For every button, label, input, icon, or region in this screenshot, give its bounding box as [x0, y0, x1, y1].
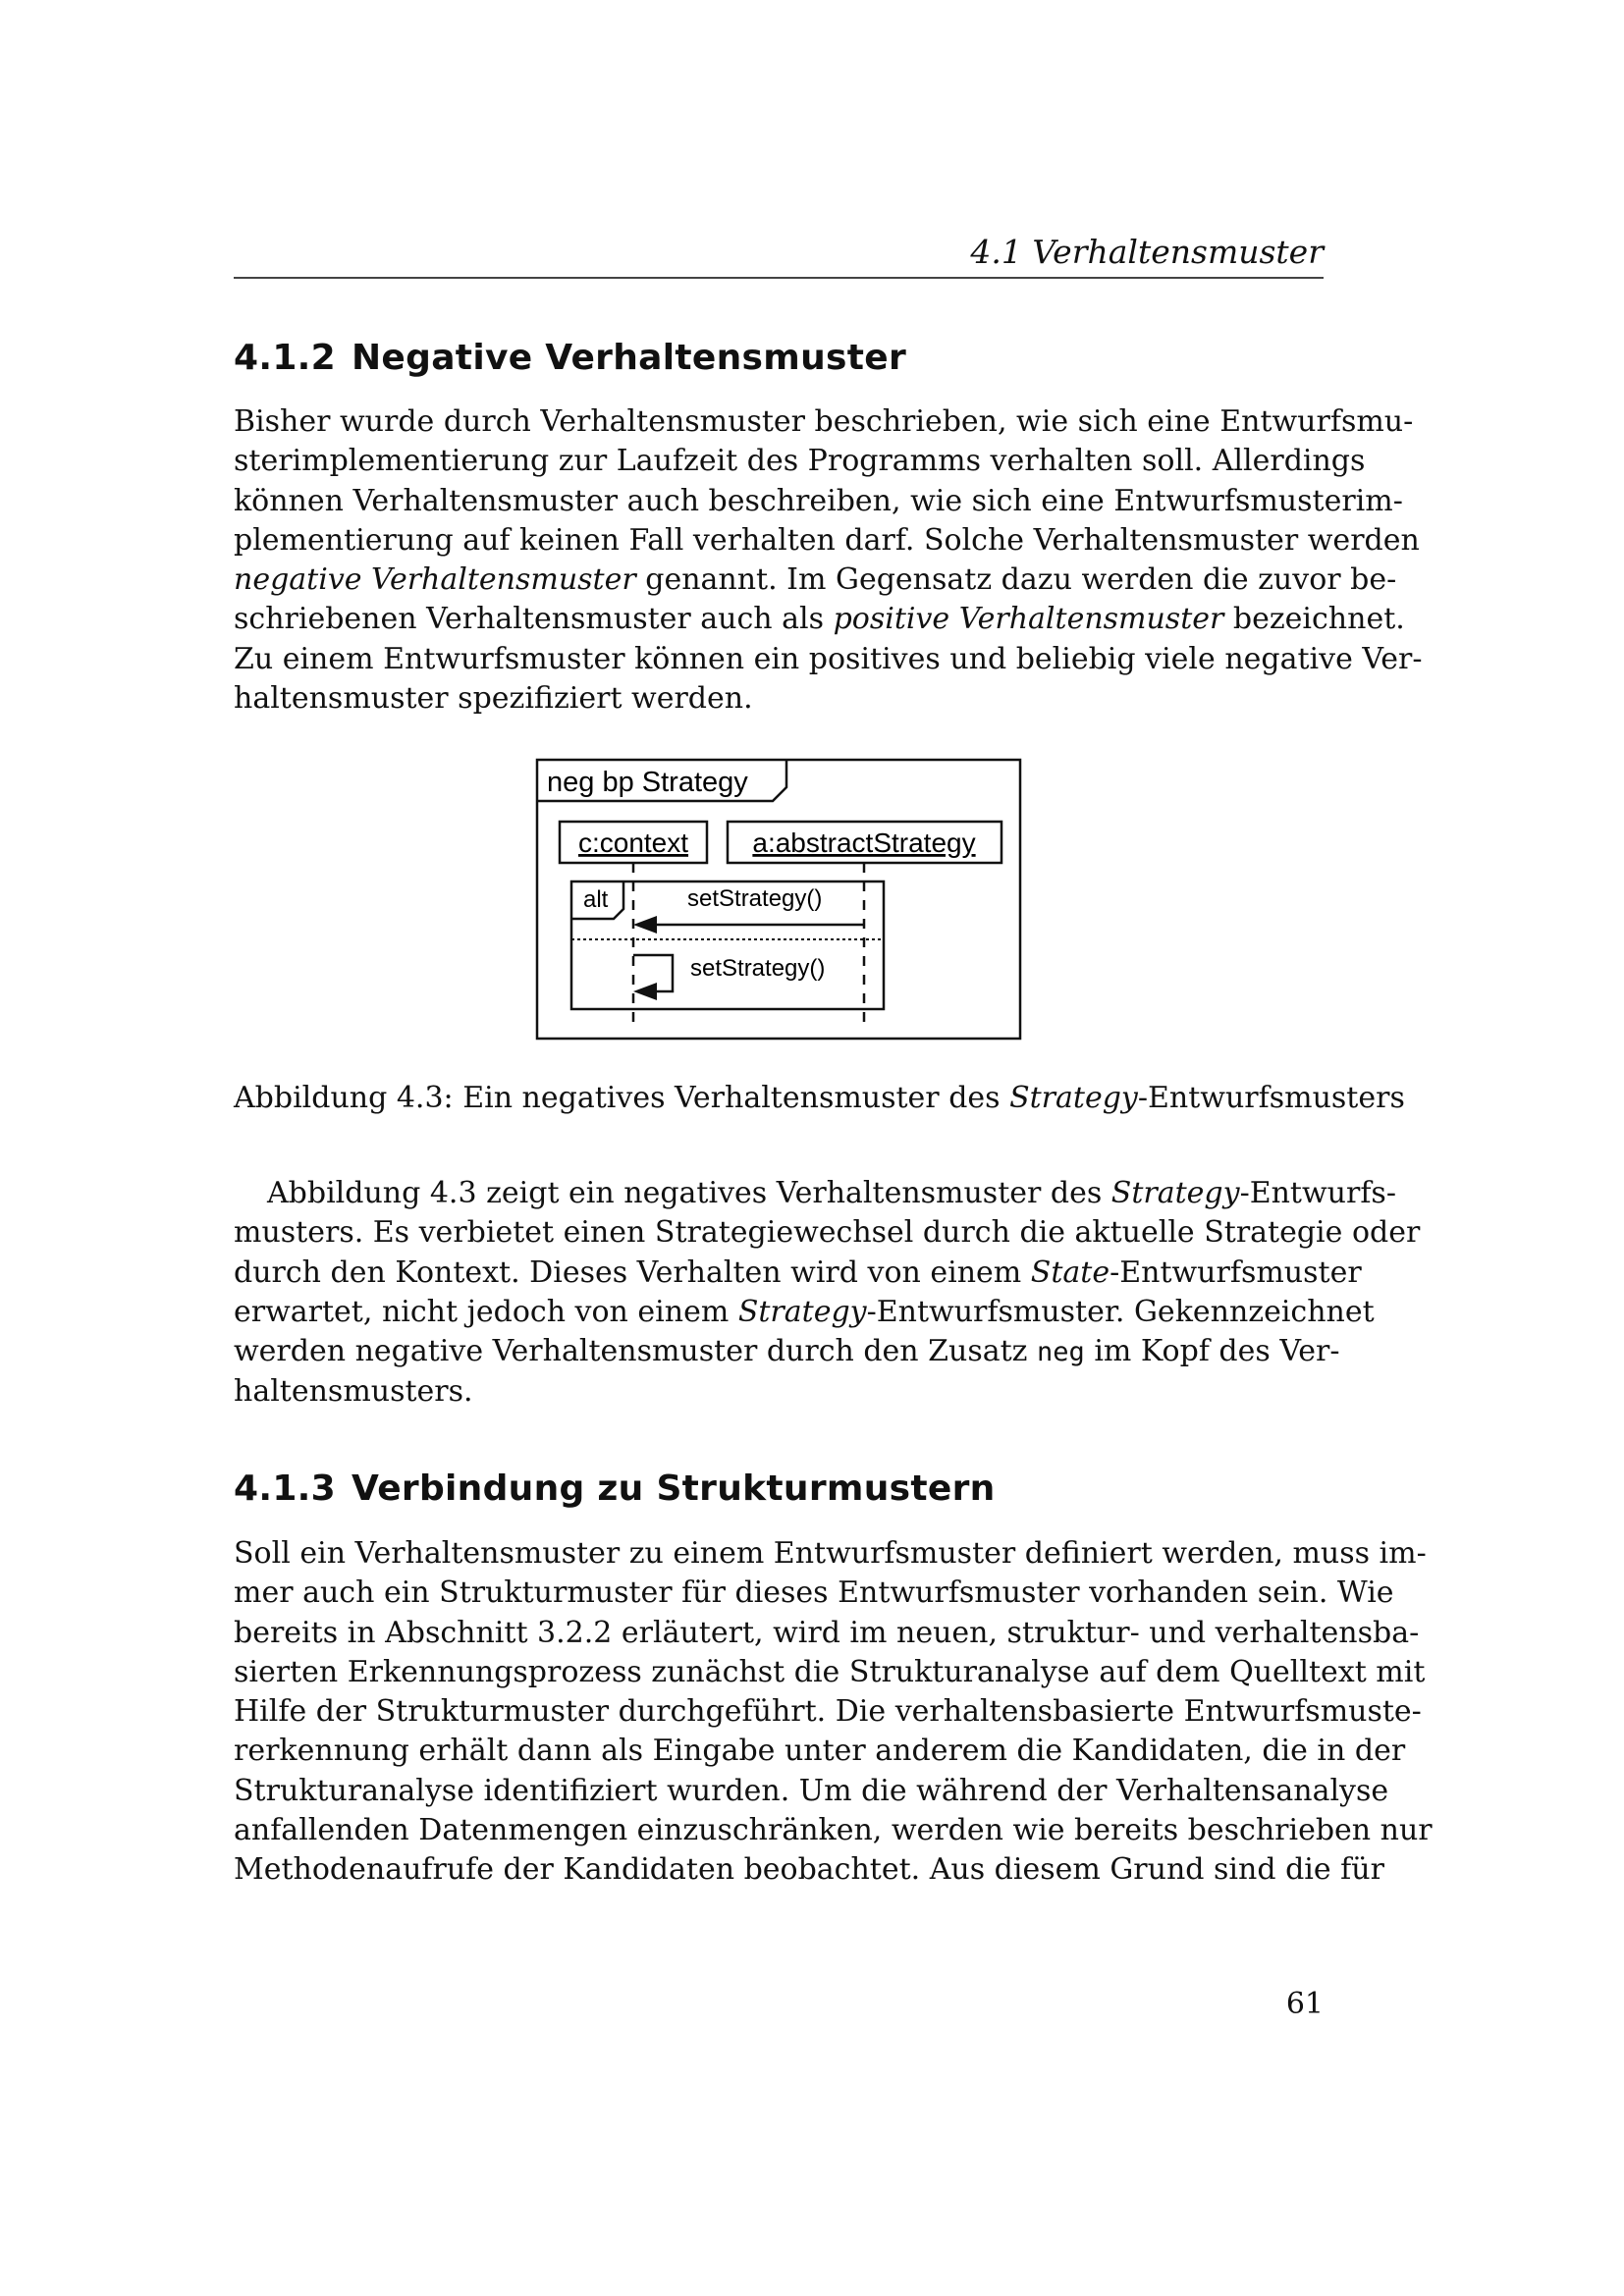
sequence-diagram: [535, 758, 1022, 1042]
keyword-neg: neg: [1037, 1337, 1085, 1368]
text-line: musters. Es verbietet einen Strategiewechsel durch die aktuelle Strategie oder: [234, 1215, 1421, 1251]
section-heading-4-1-3: [234, 1468, 996, 1509]
text-line: haltensmusters.: [234, 1374, 473, 1410]
paragraph-structure-connection: [234, 1534, 1433, 1891]
section-number: 4.1.2: [234, 338, 336, 378]
lifeline-label-strategy: a:abstractStrategy: [752, 828, 976, 858]
message-label-1: setStrategy(): [687, 885, 823, 912]
page-number: 61: [1285, 1987, 1324, 2021]
text-line: negative Verhaltensmuster genannt. Im Gegensatz dazu werden die zuvor be-: [234, 562, 1397, 598]
frame-label: neg bp Strategy: [547, 767, 748, 798]
running-title: 4.1 Verhaltensmuster: [970, 233, 1324, 271]
message-arrowhead-1: [633, 916, 657, 934]
message-label-2: setStrategy(): [690, 955, 826, 982]
sequence-diagram-figure: [535, 758, 1022, 1042]
text-line: plementierung auf keinen Fall verhalten darf. Solche Verhaltensmuster werden: [234, 522, 1420, 558]
text-line: bereits in Abschnitt 3.2.2 erläutert, wird im neuen, struktur- und verhaltensba-: [234, 1615, 1420, 1650]
text-line: sterimplementierung zur Laufzeit des Programms verhalten soll. Allerdings: [234, 444, 1366, 479]
text-line: können Verhaltensmuster auch beschreiben, wie sich eine Entwurfsmusterim-: [234, 483, 1403, 518]
section-title: Verbindung zu Strukturmustern: [352, 1468, 996, 1509]
paragraph-negative-patterns: [234, 402, 1423, 719]
section-heading-4-1-2: [234, 338, 906, 378]
text-line: Strukturanalyse identifiziert wurden. Um die während der Verhaltensanalyse: [234, 1773, 1389, 1808]
text-line: erwartet, nicht jedoch von einem Strategy-Entwurfsmuster. Gekennzeichnet: [234, 1294, 1375, 1329]
text-line: rerkennung erhält dann als Eingabe unter anderem die Kandidaten, die in der: [234, 1734, 1406, 1769]
text-line: Bisher wurde durch Verhaltensmuster beschrieben, wie sich eine Entwurfsmu-: [234, 404, 1414, 439]
text-line: Zu einem Entwurfsmuster können ein positives und beliebig viele negative Ver-: [234, 641, 1423, 676]
caption-emphasis: Strategy: [1009, 1081, 1138, 1115]
text-line: Soll ein Verhaltensmuster zu einem Entwurfsmuster definiert werden, muss im-: [234, 1536, 1427, 1571]
text-line: Abbildung 4.3 zeigt ein negatives Verhaltensmuster des Strategy-Entwurfs-: [267, 1176, 1396, 1210]
text-line: mer auch ein Strukturmuster für dieses Entwurfsmuster vorhanden sein. Wie: [234, 1575, 1394, 1611]
running-header: [234, 228, 1324, 279]
text-line: Hilfe der Strukturmuster durchgeführt. Die verhaltensbasierte Entwurfsmuste-: [234, 1694, 1422, 1730]
emphasis-term: negative Verhaltensmuster: [234, 562, 636, 598]
alt-label: alt: [583, 886, 609, 913]
text-line: haltensmuster spezifiziert werden.: [234, 681, 753, 717]
section-number: 4.1.3: [234, 1468, 336, 1509]
paragraph-figure-description: [234, 1174, 1421, 1413]
lifeline-label-context: c:context: [577, 828, 689, 858]
text-line: sierten Erkennungsprozess zunächst die Strukturanalyse auf dem Quelltext mit: [234, 1654, 1426, 1689]
text-line: anfallenden Datenmengen einzuschränken, werden wie bereits beschrieben nur: [234, 1813, 1433, 1848]
self-message-arrowhead: [633, 983, 657, 1000]
section-title: Negative Verhaltensmuster: [352, 338, 907, 378]
text-line: Methodenaufrufe der Kandidaten beobachtet. Aus diesem Grund sind die für: [234, 1852, 1384, 1888]
text-line: werden negative Verhaltensmuster durch den Zusatz neg im Kopf des Ver-: [234, 1334, 1340, 1369]
figure-caption: Abbildung 4.3: Ein negatives Verhaltensmuster des Strategy-Entwurfsmusters: [234, 1081, 1405, 1115]
text-line: schriebenen Verhaltensmuster auch als positive Verhaltensmuster bezeichnet.: [234, 602, 1405, 637]
emphasis-term: positive Verhaltensmuster: [833, 602, 1224, 637]
text-line: durch den Kontext. Dieses Verhalten wird von einem State-Entwurfsmuster: [234, 1255, 1362, 1290]
